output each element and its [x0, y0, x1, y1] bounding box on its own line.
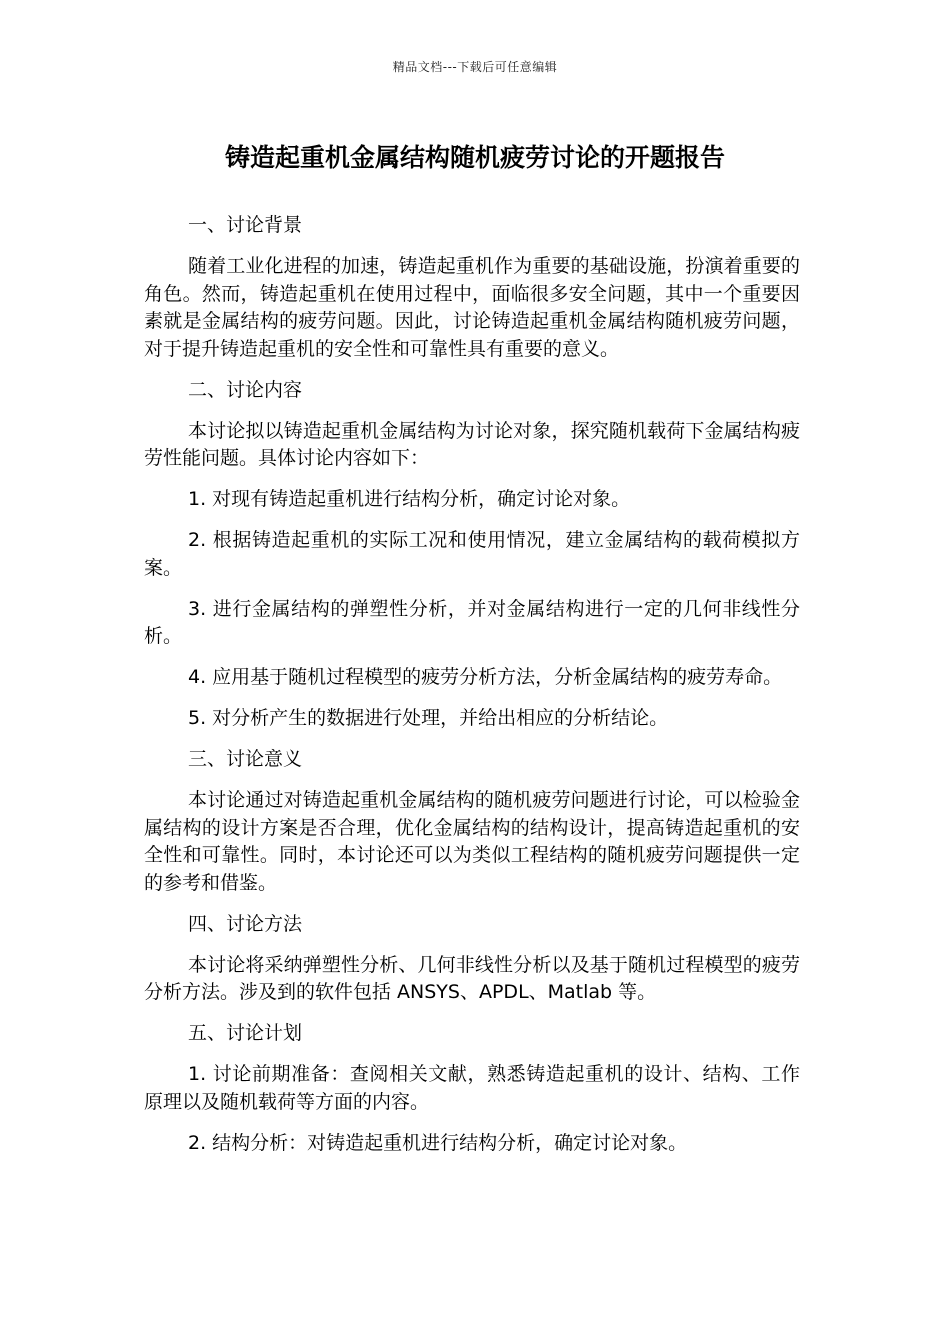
list-item-content-1: 1. 对现有铸造起重机进行结构分析，确定讨论对象。	[188, 488, 631, 510]
list-item-content-4: 4. 应用基于随机过程模型的疲劳分析方法，分析金属结构的疲劳寿命。	[188, 666, 783, 688]
list-item-content-5: 5. 对分析产生的数据进行处理，并给出相应的分析结论。	[188, 707, 669, 729]
list-item-content-2: 2. 根据铸造起重机的实际工况和使用情况，建立金属结构的载荷模拟方案。	[144, 529, 800, 579]
list-item-plan-2: 2. 结构分析：对铸造起重机进行结构分析，确定讨论对象。	[188, 1131, 688, 1154]
section-heading-methods: 四、讨论方法	[188, 912, 303, 935]
list-item-plan-1: 1. 讨论前期准备：查阅相关文献，熟悉铸造起重机的设计、结构、工作原理以及随机载荷等方面的内容。	[144, 1063, 800, 1113]
paragraph-methods: 本讨论将采纳弹塑性分析、几何非线性分析以及基于随机过程模型的疲劳分析方法。涉及到的软件包括 ANSYS、APDL、Matlab 等。	[144, 953, 800, 1003]
section-heading-content: 二、讨论内容	[188, 378, 303, 401]
list-item-content-3: 3. 进行金属结构的弹塑性分析，并对金属结构进行一定的几何非线性分析。	[144, 597, 800, 647]
document-title: 铸造起重机金属结构随机疲劳讨论的开题报告	[224, 143, 725, 172]
header-note: 精品文档---下载后可任意编辑	[392, 60, 558, 74]
section-heading-significance: 三、讨论意义	[188, 748, 303, 770]
section-heading-plan: 五、讨论计划	[188, 1022, 303, 1044]
paragraph-background: 随着工业化进程的加速，铸造起重机作为重要的基础设施，扮演着重要的角色。然而，铸造起重机在使用过程中，面临很多安全问题，其中一个重要因素就是金属结构的疲劳问题。因此，讨论铸造起重机金属结构随机疲劳问题，对于提升铸造起重机的安全性和可靠性具有重要的意义。	[144, 255, 800, 360]
paragraph-content-intro: 本讨论拟以铸造起重机金属结构为讨论对象，探究随机载荷下金属结构疲劳性能问题。具体讨论内容如下：	[144, 419, 800, 469]
paragraph-significance: 本讨论通过对铸造起重机金属结构的随机疲劳问题进行讨论，可以检验金属结构的设计方案是否合理，优化金属结构的结构设计，提高铸造起重机的安全性和可靠性。同时，本讨论还可以为类似工程结构的随机疲劳问题提供一定的参考和借鉴。	[144, 789, 800, 894]
section-heading-background: 一、讨论背景	[188, 214, 303, 236]
document-body	[144, 212, 800, 1171]
